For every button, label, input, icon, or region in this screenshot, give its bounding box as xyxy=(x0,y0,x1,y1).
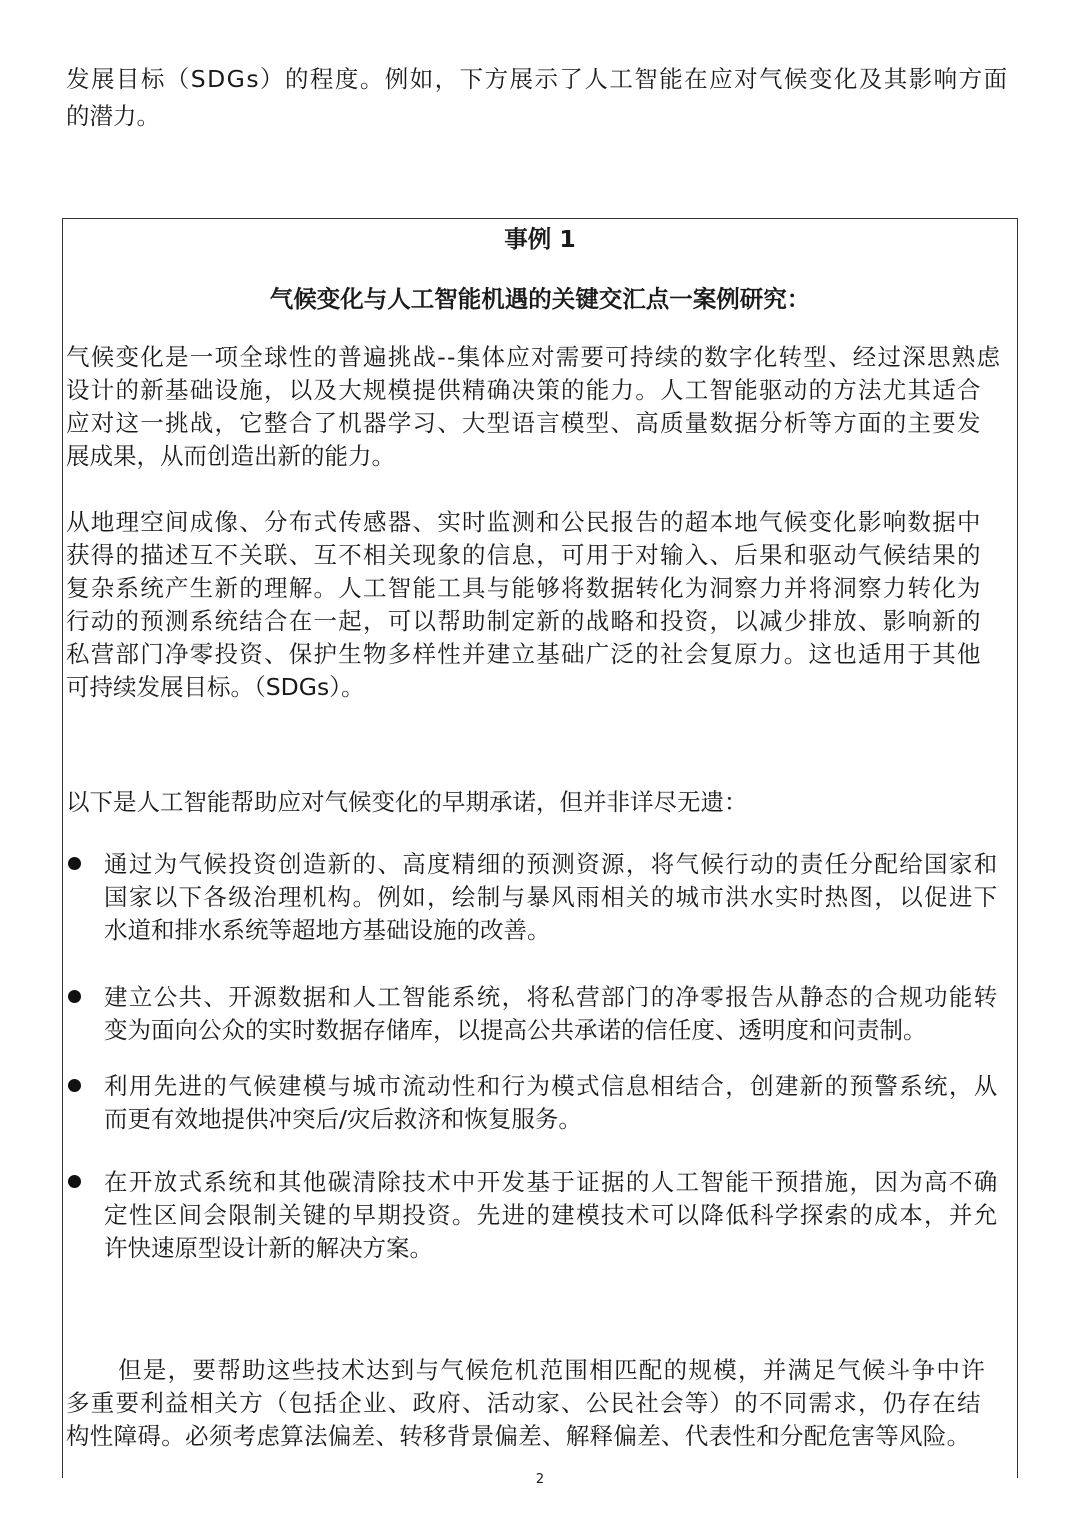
bullet-1-line-1: 通过为气候投资创造新的、高度精细的预测资源，将气候行动的责任分配给国家和 xyxy=(104,850,999,878)
closing-line-1: 但是，要帮助这些技术达到与气候危机范围相匹配的规模，并满足气候斗争中许 xyxy=(118,1356,986,1384)
paragraph-2-line-1: 从地理空间成像、分布式传感器、实时监测和公民报告的超本地气候变化影响数据中 xyxy=(66,508,982,536)
paragraph-2-line-4: 行动的预测系统结合在一起，可以帮助制定新的战略和投资，以减少排放、影响新的 xyxy=(66,607,982,635)
bullet-4-line-1: 在开放式系统和其他碳清除技术中开发基于证据的人工智能干预措施，因为高不确 xyxy=(104,1168,999,1196)
paragraph-1-line-1: 气候变化是一项全球性的普遍挑战--集体应对需要可持续的数字化转型、经过深思熟虑 xyxy=(66,343,1002,371)
bullet-2-line-1: 建立公共、开源数据和人工智能系统，将私营部门的净零报告从静态的合规功能转 xyxy=(104,983,999,1011)
case-label: 事例 1 xyxy=(504,225,576,253)
closing-line-3: 构性障碍。必须考虑算法偏差、转移背景偏差、解释偏差、代表性和分配危害等风险。 xyxy=(66,1422,971,1450)
bullet-4-line-3: 许快速原型设计新的解决方案。 xyxy=(104,1234,433,1262)
bullet-3-line-2: 而更有效地提供冲突后/灾后救济和恢复服务。 xyxy=(104,1105,582,1133)
paragraph-2-line-2: 获得的描述互不关联、互不相关现象的信息，可用于对输入、后果和驱动气候结果的 xyxy=(66,541,982,569)
bullet-1-line-3: 水道和排水系统等超地方基础设施的改善。 xyxy=(104,916,551,944)
intro-line-2: 的潜力。 xyxy=(66,102,160,130)
bullet-icon xyxy=(68,1175,81,1188)
bullet-4-line-2: 定性区间会限制关键的早期投资。先进的建模技术可以降低科学探索的成本，并允 xyxy=(104,1201,999,1229)
case-title: 气候变化与人工智能机遇的关键交汇点一案例研究： xyxy=(269,285,811,313)
intro-line-1: 发展目标（SDGs）的程度。例如，下方展示了人工智能在应对气候变化及其影响方面 xyxy=(66,65,1009,93)
bullet-1-line-2: 国家以下各级治理机构。例如，绘制与暴风雨相关的城市洪水实时热图，以促进下 xyxy=(104,883,999,911)
list-intro: 以下是人工智能帮助应对气候变化的早期承诺，但并非详尽无遗： xyxy=(66,788,748,816)
paragraph-1-line-3: 应对这一挑战，它整合了机器学习、大型语言模型、高质量数据分析等方面的主要发 xyxy=(66,409,982,437)
bullet-icon xyxy=(68,1079,81,1092)
paragraph-2-line-5: 私营部门净零投资、保护生物多样性并建立基础广泛的社会复原力。这也适用于其他 xyxy=(66,640,982,668)
closing-line-2: 多重要利益相关方（包括企业、政府、活动家、公民社会等）的不同需求，仍存在结 xyxy=(66,1389,982,1417)
paragraph-1-line-4: 展成果，从而创造出新的能力。 xyxy=(66,442,395,470)
paragraph-2-line-6: 可持续发展目标。（SDGs）。 xyxy=(66,673,365,701)
bullet-icon xyxy=(68,990,81,1003)
bullet-3-line-1: 利用先进的气候建模与城市流动性和行为模式信息相结合，创建新的预警系统，从 xyxy=(104,1072,999,1100)
paragraph-2-line-3: 复杂系统产生新的理解。人工智能工具与能够将数据转化为洞察力并将洞察力转化为 xyxy=(66,574,982,602)
bullet-icon xyxy=(68,857,81,870)
page-number: 2 xyxy=(535,1472,545,1487)
paragraph-1-line-2: 设计的新基础设施，以及大规模提供精确决策的能力。人工智能驱动的方法尤其适合 xyxy=(66,376,982,404)
bullet-2-line-2: 变为面向公众的实时数据存储库，以提高公共承诺的信任度、透明度和问责制。 xyxy=(104,1016,927,1044)
